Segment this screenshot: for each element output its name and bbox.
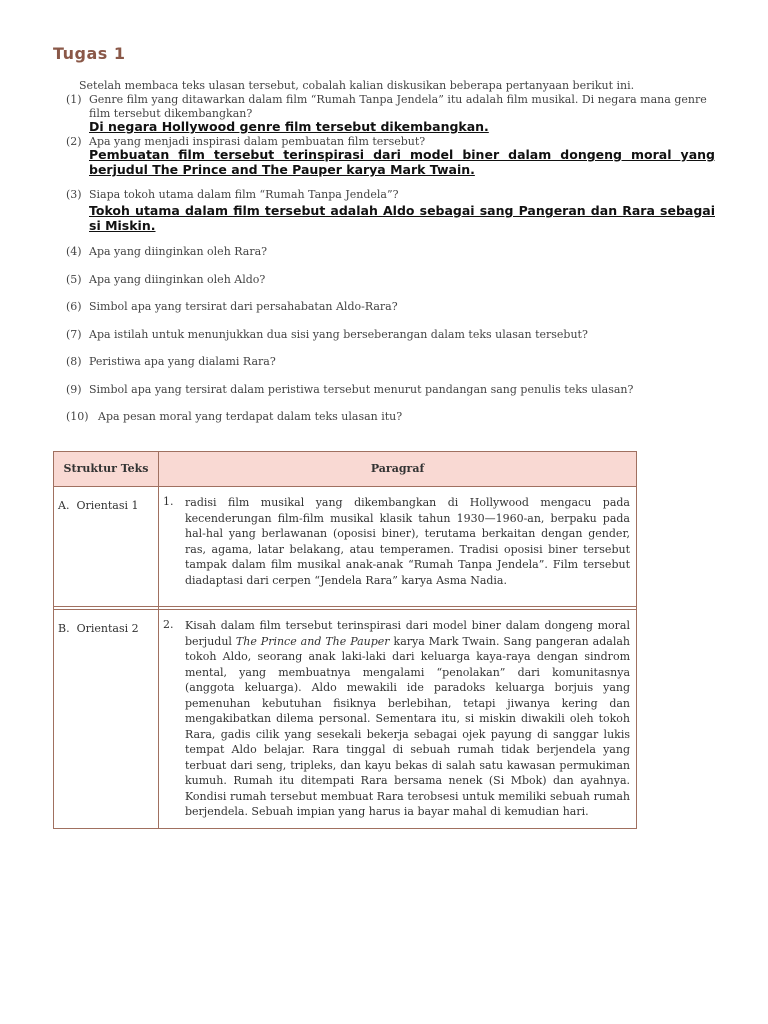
paragraph-text-part: Kisah dalam film tersebut terinspirasi dari model biner dalam dongeng moral berjudul	[185, 619, 630, 648]
question-text: Apa yang diinginkan oleh Rara?	[89, 245, 268, 258]
structure-letter: B.	[58, 622, 70, 635]
table-header-row	[54, 452, 637, 487]
question-number: (7)	[66, 328, 82, 341]
header-label: Struktur Teks	[63, 462, 149, 475]
question-text: Simbol apa yang tersirat dari persahabatan Aldo-Rara?	[89, 300, 398, 313]
question-number: (8)	[66, 355, 82, 368]
structure-label: Orientasi 1	[76, 499, 139, 512]
question-text: Peristiwa apa yang dialami Rara?	[89, 355, 276, 368]
paragraph-text-part: karya Mark Twain. Sang pangeran adalah tokoh Aldo, seorang anak laki-laki dari keluarga kaya-raya dengan sindrom mental, yang membuatnya mengalami “penolakan” dari komunitasnya (anggota keluarga). Aldo mewakili ide paradoks keluarga borjuis yang pemenuhan kebutuhan fisiknya berlebihan, tetapi jiwanya kering dan mengakibatkan dilema personal. Sementara itu, si miskin diwakili oleh tokoh Rara, gadis cilik yang sesekali bekerja sebagai ojek payung di sanggar lukis tempat Aldo belajar. Rara tinggal di sebuah rumah tidak berjendela yang terbuat dari seng, tripleks, dan kayu bekas di salah satu kawasan permukiman kumuh. Rumah itu ditempati Rara bersama nenek (Si Mbok) dan ayahnya. Kondisi rumah tersebut membuat Rara terobsesi untuk memiliki sebuah rumah berjendela. Sebuah impian yang harus ia bayar mahal di kemudian hari.	[185, 634, 631, 818]
question-item	[66, 188, 719, 202]
book-title-italic: The Prince and The Pauper	[235, 634, 390, 648]
paragraph-cell	[159, 487, 637, 607]
question-number: (1)	[66, 93, 82, 106]
question-number: (6)	[66, 300, 82, 313]
question-text: Simbol apa yang tersirat dalam peristiwa tersebut menurut pandangan sang penulis teks ulasan?	[89, 383, 634, 396]
header-struktur-teks	[54, 452, 159, 487]
structure-letter: A.	[58, 499, 70, 512]
answer-text: Pembuatan film tersebut terinspirasi dari model biner dalam dongeng moral yang berjudul The Prince and The Pauper karya Mark Twain.	[89, 147, 715, 177]
page-title: Tugas 1	[53, 44, 126, 63]
question-item	[66, 410, 728, 424]
question-text: Apa istilah untuk menunjukkan dua sisi yang berseberangan dalam teks ulasan tersebut?	[89, 328, 588, 341]
question-number: (5)	[66, 273, 82, 286]
question-text: Apa pesan moral yang terdapat dalam teks ulasan itu?	[98, 410, 403, 423]
structure-table	[53, 451, 637, 829]
paragraph-cell	[159, 610, 637, 829]
question-item	[66, 328, 719, 342]
question-text: Siapa tokoh utama dalam film “Rumah Tanpa Jendela”?	[89, 188, 399, 201]
question-item	[66, 245, 719, 259]
header-label: Paragraf	[370, 462, 425, 475]
question-item	[66, 300, 719, 314]
structure-label-cell	[54, 487, 159, 607]
structure-label-cell	[54, 610, 159, 829]
question-number: (2)	[66, 135, 82, 148]
answer-text: Tokoh utama dalam film tersebut adalah Aldo sebagai sang Pangeran dan Rara sebagai si Miskin.	[89, 203, 715, 233]
question-number: (10)	[66, 410, 89, 423]
question-number: (9)	[66, 383, 82, 396]
table-row	[54, 610, 637, 829]
question-item	[66, 355, 719, 369]
table-row	[54, 487, 637, 607]
question-text: Apa yang diinginkan oleh Aldo?	[89, 273, 266, 286]
question-text: Genre film yang ditawarkan dalam film “Rumah Tanpa Jendela” itu adalah film musikal. Di negara mana genre film tersebut dikembangkan?	[89, 93, 707, 120]
question-item	[66, 383, 719, 397]
paragraph-text: radisi film musikal yang dikembangkan di Hollywood mengacu pada kecenderungan film-film musikal klasik tahun 1930—1960-an, berpaku pada hal-hal yang berlawanan (oposisi biner), terutama berkaitan dengan gender, ras, agama, latar belakang, atau temperamen. Tradisi oposisi biner tersebut tampak dalam film musikal anak-anak “Rumah Tanpa Jendela”. Film tersebut diadaptasi dari cerpen “Jendela Rara” karya Asma Nadia.	[185, 496, 630, 587]
question-number: (4)	[66, 245, 82, 258]
question-number: (3)	[66, 188, 82, 201]
question-item	[66, 273, 719, 287]
answer-text: Di negara Hollywood genre film tersebut dikembangkan.	[89, 119, 489, 134]
paragraph-number: 1.	[163, 495, 174, 508]
structure-label: Orientasi 2	[76, 622, 139, 635]
intro-text: Setelah membaca teks ulasan tersebut, cobalah kalian diskusikan beberapa pertanyaan berikut ini.	[79, 79, 635, 92]
question-item	[66, 93, 719, 121]
paragraph-text	[185, 618, 630, 820]
question-text: Apa yang menjadi inspirasi dalam pembuatan film tersebut?	[89, 135, 426, 148]
paragraph-number: 2.	[163, 618, 174, 631]
header-paragraf	[159, 452, 637, 487]
